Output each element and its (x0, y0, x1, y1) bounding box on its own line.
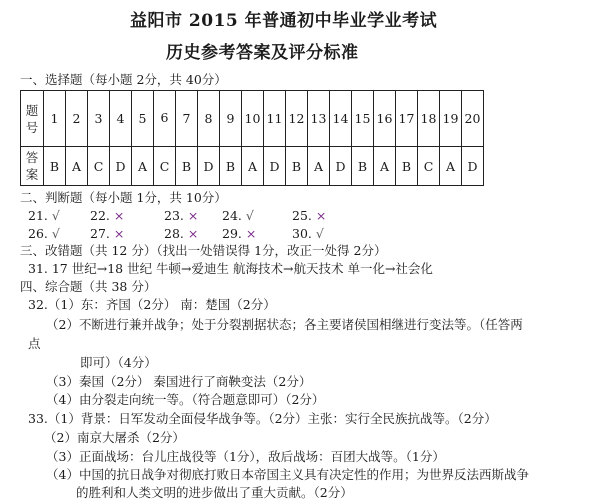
number-cell: 14 (330, 91, 352, 147)
answer-cell: D (462, 147, 484, 186)
answer-cell: D (330, 147, 352, 186)
answer-cell: D (110, 147, 132, 186)
number-cell: 5 (132, 91, 154, 147)
number-cell: 7 (176, 91, 198, 147)
number-cell: 19 (440, 91, 462, 147)
answer-cell: A (132, 147, 154, 186)
cross-mark: × (113, 226, 125, 241)
answer-cell: C (418, 147, 440, 186)
answer-cell: C (88, 147, 110, 186)
q31-answer: 31. 17 世纪→18 世纪 牛顿→爱迪生 航海技术→航天技术 单一化→社会化 (28, 261, 433, 276)
answer-table (20, 90, 484, 186)
judgment-item: 24. √ (222, 208, 254, 223)
answer-cell: B (220, 147, 242, 186)
answer-cell: B (44, 147, 66, 186)
judgment-item: 22. × (90, 208, 125, 223)
answer-cell: B (352, 147, 374, 186)
q32-line-3: 点 (28, 336, 41, 351)
q32-line-6: （4）由分裂走向统一等。（符合题意即可）（2分） (46, 392, 325, 407)
doc-title: 益阳市 2015 年普通初中毕业学业考试 (130, 11, 438, 31)
check-mark: √ (245, 208, 254, 223)
section-2-heading: 二、判断题（每小题 1分，共 10分） (20, 190, 227, 205)
q33-line-4: （4）中国的抗日战争对彻底打败日本帝国主义具有决定性的作用；为世界反法西斯战争 (46, 467, 529, 482)
row-label-answer: 答 案 (21, 147, 44, 186)
number-cell: 11 (264, 91, 286, 147)
q32-line-5: （3）秦国（2分） 秦国进行了商鞅变法（2分） (46, 374, 312, 389)
check-mark: √ (51, 226, 60, 241)
judgment-item: 23. × (164, 208, 199, 223)
number-cell: 15 (352, 91, 374, 147)
check-mark: √ (51, 208, 60, 223)
answer-cell: A (374, 147, 396, 186)
table-row-numbers (21, 91, 484, 147)
q32-line-4: 即可）（4分） (80, 355, 157, 370)
answer-cell: B (176, 147, 198, 186)
number-cell: 6 (154, 91, 176, 147)
section-1-heading: 一、选择题（每小题 2分，共 40分） (20, 72, 227, 87)
number-cell: 9 (220, 91, 242, 147)
number-cell: 18 (418, 91, 440, 147)
judgment-item: 21. √ (28, 208, 60, 223)
answer-cell: A (308, 147, 330, 186)
number-cell: 2 (66, 91, 88, 147)
cross-mark: × (187, 226, 199, 241)
number-cell: 8 (198, 91, 220, 147)
cross-mark: × (187, 208, 199, 223)
number-cell: 12 (286, 91, 308, 147)
section-3-heading: 三、改错题（共 12 分）（找出一处错误得 1分，改正一处得 2分） (20, 243, 387, 258)
number-cell: 3 (88, 91, 110, 147)
q33-line-5: 的胜利和人类文明的进步做出了重大贡献。（2分） (76, 485, 353, 500)
number-cell: 20 (462, 91, 484, 147)
cross-mark: × (315, 208, 327, 223)
number-cell: 13 (308, 91, 330, 147)
judgment-item: 25. × (292, 208, 327, 223)
q33-line-1: 33.（1）背景：日军发动全面侵华战争等。（2分）主张：实行全民族抗战等。（2分） (28, 411, 497, 426)
q32-line-2: （2）不断进行兼并战争；处于分裂割据状态；各主要诸侯国相继进行变法等。（任答两 (46, 317, 523, 332)
doc-subtitle: 历史参考答案及评分标准 (166, 43, 359, 63)
judgment-item: 29. × (222, 226, 257, 241)
judgment-item: 27. × (90, 226, 125, 241)
number-cell: 17 (396, 91, 418, 147)
answer-cell: A (242, 147, 264, 186)
check-mark: √ (315, 226, 324, 241)
q33-line-2: （2）南京大屠杀（2分） (44, 430, 185, 445)
judgment-item: 30. √ (292, 226, 324, 241)
number-cell: 10 (242, 91, 264, 147)
cross-mark: × (245, 226, 257, 241)
answer-cell: B (396, 147, 418, 186)
table-row-answers (21, 147, 484, 186)
answer-cell: C (154, 147, 176, 186)
number-cell: 16 (374, 91, 396, 147)
row-label-number: 题 号 (21, 91, 44, 147)
number-cell: 1 (44, 91, 66, 147)
answer-cell: A (440, 147, 462, 186)
judgment-item: 26. √ (28, 226, 60, 241)
answer-cell: A (66, 147, 88, 186)
answer-cell: D (198, 147, 220, 186)
number-cell: 4 (110, 91, 132, 147)
answer-cell: D (264, 147, 286, 186)
q33-line-3: （3）正面战场：台儿庄战役等（1分），敌后战场：百团大战等。（1分） (46, 449, 445, 464)
cross-mark: × (113, 208, 125, 223)
answer-cell: B (286, 147, 308, 186)
section-4-heading: 四、综合题（共 38 分） (20, 279, 157, 294)
q32-line-1: 32.（1）东：齐国（2分） 南：楚国（2分） (28, 297, 276, 312)
judgment-item: 28. × (164, 226, 199, 241)
